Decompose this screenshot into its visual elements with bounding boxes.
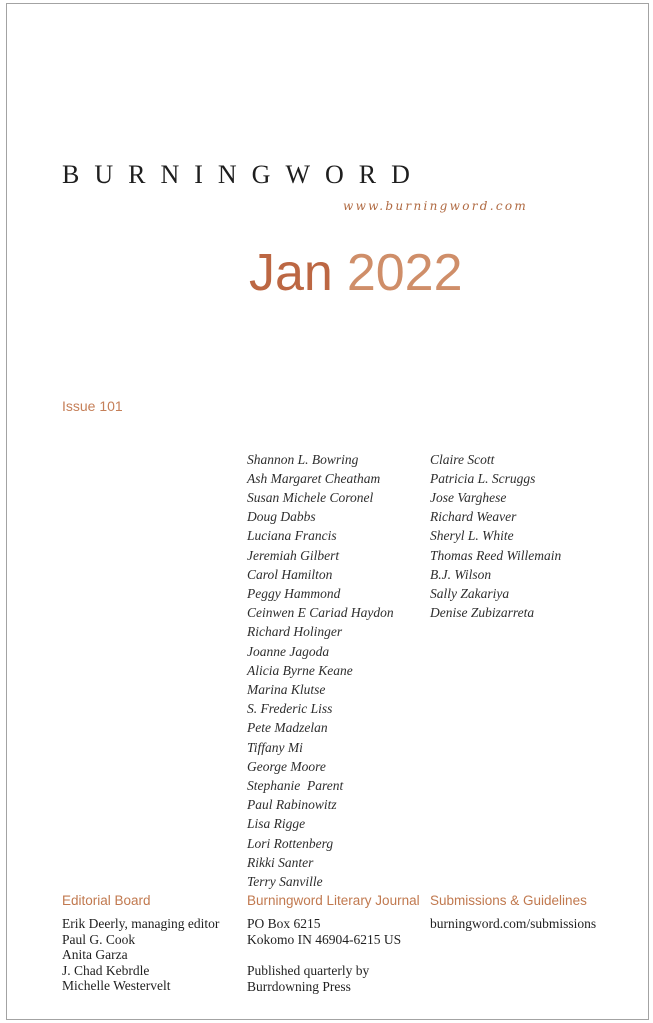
contributor-name: Luciana Francis	[247, 528, 337, 544]
contributor-name: George Moore	[247, 758, 326, 774]
contributor-name: Marina Klutse	[247, 682, 326, 698]
editorial-board-heading: Editorial Board	[62, 893, 151, 908]
site-url-link[interactable]: www.burningword.com	[343, 199, 529, 213]
journal-address-line: Kokomo IN 46904-6215 US	[247, 931, 402, 947]
contributor-name: Patricia L. Scruggs	[430, 470, 536, 486]
contributor-name: Lisa Rigge	[247, 816, 306, 832]
editorial-board-member: Anita Garza	[62, 947, 128, 962]
contributor-name: Susan Michele Coronel	[247, 490, 374, 506]
journal-publisher-line: Published quarterly by	[247, 963, 370, 978]
contributor-name: Paul Rabinowitz	[247, 797, 337, 813]
contributor-name: Terry Sanville	[247, 874, 323, 890]
issue-month: Jan	[249, 244, 333, 302]
journal-address	[247, 916, 420, 947]
contributor-name: Richard Weaver	[430, 509, 517, 525]
editorial-board-member: Paul G. Cook	[62, 931, 136, 947]
contributor-name: Alicia Byrne Keane	[247, 662, 353, 678]
contributor-name: Jose Varghese	[430, 490, 507, 506]
footer-submissions	[430, 892, 596, 932]
submissions-heading: Submissions & Guidelines	[430, 893, 587, 908]
editorial-board-member: J. Chad Kebrdle	[62, 962, 150, 978]
contributors-column-1	[247, 392, 394, 891]
contributor-name: Thomas Reed Willemain	[430, 547, 562, 563]
editorial-board-members	[62, 916, 219, 994]
issue-year: 2022	[346, 244, 463, 302]
contributor-name: Sally Zakariya	[430, 586, 510, 602]
contributor-name: Joanne Jagoda	[247, 643, 330, 659]
contributor-name: Denise Zubizarreta	[430, 605, 535, 621]
footer-journal-info	[247, 892, 420, 994]
contributor-name: Peggy Hammond	[247, 586, 341, 602]
issue-number-label: Issue 101	[62, 398, 123, 414]
contributor-name: Sheryl L. White	[430, 528, 514, 544]
editorial-board-member: Erik Deerly, managing editor	[62, 916, 220, 931]
contributor-name: Richard Holinger	[247, 624, 343, 640]
contributor-name: Carol Hamilton	[247, 566, 333, 582]
journal-publisher-line: Burrdowning Press	[247, 978, 351, 994]
contributor-name: B.J. Wilson	[430, 566, 492, 582]
submissions-link[interactable]: burningword.com/submissions	[430, 916, 597, 931]
journal-info-heading: Burningword Literary Journal	[247, 893, 420, 908]
contributor-name: Tiffany Mi	[247, 739, 303, 755]
journal-publisher	[247, 963, 420, 994]
contributor-name: Pete Madzelan	[247, 720, 328, 736]
footer-spacer	[247, 947, 420, 963]
contributor-name: Ceinwen E Cariad Haydon	[247, 605, 394, 621]
contributors-column-2	[430, 392, 561, 622]
issue-title	[249, 244, 463, 302]
editorial-board-member: Michelle Westervelt	[62, 978, 171, 993]
contributor-name: Shannon L. Bowring	[247, 451, 359, 467]
contributor-name: S. Frederic Liss	[247, 701, 333, 717]
contributor-name: Ash Margaret Cheatham	[247, 470, 381, 486]
contributor-name: Rikki Santer	[247, 854, 314, 870]
contributor-name: Jeremiah Gilbert	[247, 547, 340, 563]
journal-logo: BURNINGWORD	[62, 160, 425, 189]
contributor-name: Lori Rottenberg	[247, 835, 334, 851]
contributor-name: Doug Dabbs	[247, 509, 316, 525]
contributor-name: Stephanie Parent	[247, 778, 344, 794]
footer-editorial-board	[62, 892, 219, 994]
journal-address-line: PO Box 6215	[247, 916, 321, 931]
contributor-name: Claire Scott	[430, 451, 495, 467]
